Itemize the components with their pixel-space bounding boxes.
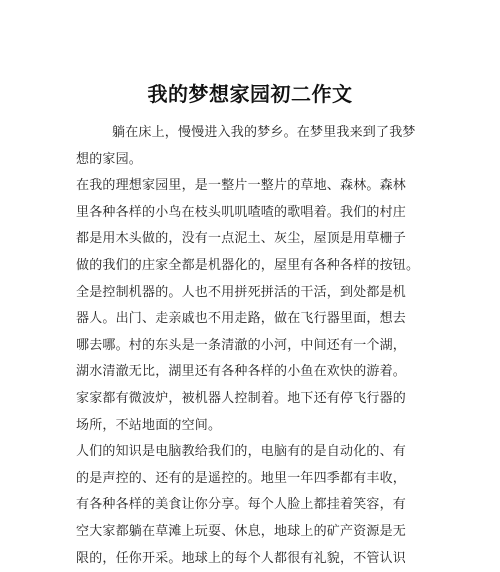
text-line: 场所，不站地面的空间。 <box>76 413 428 440</box>
text-line: 湖水清澈无比，湖里还有各种各样的小鱼在欢快的游着。 <box>76 359 428 386</box>
text-line: 在我的理想家园里，是一整片一整片的草地、森林。森林 <box>76 173 428 200</box>
text-line: 想的家园。 <box>76 147 428 174</box>
text-line: 器人。出门、走亲戚也不用走路，做在飞行器里面，想去 <box>76 306 428 333</box>
text-line: 躺在床上，慢慢进入我的梦乡。在梦里我来到了我梦 <box>76 120 428 147</box>
text-line: 家家都有微波炉，被机器人控制着。地下还有停飞行器的 <box>76 386 428 413</box>
text-line: 做的我们的庄家全都是机器化的，屋里有各种各样的按钮。 <box>76 253 428 280</box>
text-line: 全是控制机器的。人也不用拼死拼活的干活，到处都是机 <box>76 280 428 307</box>
text-line: 有各种各样的美食让你分享。每个人脸上都挂着笑容，有 <box>76 492 428 519</box>
text-line: 哪去哪。村的东头是一条清澈的小河，中间还有一个湖， <box>76 333 428 360</box>
text-line: 的是声控的、还有的是遥控的。地里一年四季都有丰收， <box>76 466 428 493</box>
text-line: 里各种各样的小鸟在枝头叽叽喳喳的歌唱着。我们的村庄 <box>76 200 428 227</box>
text-line: 都是用木头做的，没有一点泥土、灰尘，屋顶是用草栅子 <box>76 226 428 253</box>
document-body <box>76 120 428 572</box>
text-line: 限的，任你开采。地球上的每个人都很有礼貌，不管认识 <box>76 546 428 572</box>
text-line: 空大家都躺在草滩上玩耍、休息，地球上的矿产资源是无 <box>76 519 428 546</box>
document-title: 我的梦想家园初二作文 <box>0 78 500 107</box>
text-line: 人们的知识是电脑教给我们的，电脑有的是自动化的、有 <box>76 439 428 466</box>
